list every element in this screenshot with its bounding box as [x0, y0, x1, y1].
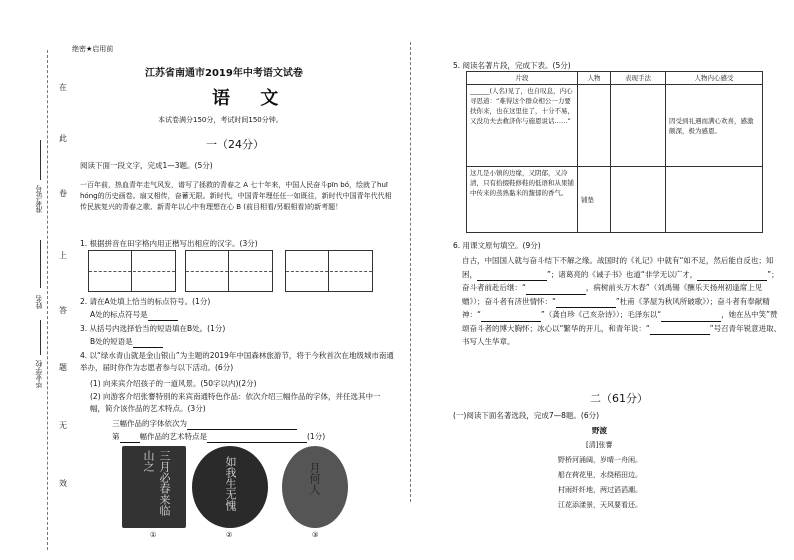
name-label: 姓名: [35, 295, 43, 309]
question-6: 6. 用课文原句填空。(9分): [453, 241, 541, 250]
confidential-mark: 绝密★启用前: [72, 45, 114, 53]
q6-segment: ，病树前头万木春”（刘禹锡《酬乐天扬州初逢席上见赠》）；奋斗者有济世情怀：“: [462, 283, 763, 306]
table-cell: ______(人名)见了，也自叹息，内心寻思道：“难得这个群众相公一力要扶你来，也在这里住了，十分不易，又没功夫去救济你与施恩说话……”: [467, 85, 578, 167]
poem-line: 野桥河涌阔，岁晴一舟闲。: [558, 456, 642, 464]
poem-title: 野渡: [592, 426, 607, 435]
table-cell: 铺垫: [578, 167, 611, 233]
calligraphy-image-2: [192, 446, 268, 528]
question-4-2: (2) 向游客介绍张謇特别的来宾南通特色作品：依次介绍三幅作品的字体，并任选其中一幅，简介该作品的艺术特点。(3分): [90, 392, 381, 413]
writing-grid[interactable]: [185, 250, 273, 292]
question-5: 5. 阅读名著片段，完成下表。(5分): [453, 61, 571, 70]
reading-prompt: 阅读下面一段文字，完成1—3题。(5分): [80, 161, 213, 170]
q4-4-label: 第: [112, 432, 120, 441]
calligraphy-image-1: [122, 446, 186, 528]
q6-blank[interactable]: [697, 271, 767, 281]
image-2-text: 如我生无愧: [224, 456, 237, 511]
side-char: 在: [59, 83, 67, 92]
q6-segment: ，她在丛中笑”赞颂奋斗者的博大胸怀；冰心以“繁华的开儿，和青年说：“: [462, 310, 778, 333]
table-header: 人物: [578, 72, 611, 85]
table-header: 表现手法: [611, 72, 666, 85]
name-line: [40, 240, 41, 288]
side-char: 上: [59, 251, 67, 260]
question-4-1: (1) 向来宾介绍孩子的一道风景。(50字以内)(2分): [90, 379, 257, 388]
side-char: 此: [59, 134, 67, 143]
writing-grid[interactable]: [285, 250, 373, 292]
image-3-text: 月何人: [308, 462, 321, 495]
exam-number-line: [40, 140, 41, 180]
poem-line: 江花添漾景，天风要看还。: [558, 501, 642, 509]
school-line: [40, 320, 41, 355]
table-header: 人物内心感受: [666, 72, 763, 85]
q4-feature-blank[interactable]: [207, 433, 307, 443]
q6-blank[interactable]: [526, 285, 586, 295]
q6-segment: ”；奋斗者前赴后继：“: [462, 269, 779, 292]
poem-line: 船在荷花里，水绕稻田边。: [558, 471, 642, 479]
question-4: 4. 以“绿水青山就是金山银山”为主题的2019年中国森林旅游节，将于今秋首次在地级城市南通举办，届时你作为志愿者参与以下活动。(6分): [80, 351, 394, 372]
q3-answer-blank[interactable]: [133, 338, 163, 348]
writing-grid[interactable]: [88, 250, 176, 292]
image-1-text: 三月必春来临山之: [142, 450, 171, 516]
side-char: 效: [59, 479, 67, 488]
table-cell: 因受到礼遇而满心欢喜，感激颇深，极为感恩。: [666, 85, 763, 167]
q6-blank[interactable]: [556, 298, 616, 308]
reading-table: [466, 71, 763, 233]
side-char: 题: [59, 363, 67, 372]
question-7-prompt: (一)阅读下面名著选段，完成7—8题。(6分): [453, 411, 600, 420]
q6-blank[interactable]: [650, 325, 710, 335]
question-4-3: [112, 418, 297, 430]
subject-title: 语 文: [212, 88, 291, 109]
image-label-3: ③: [312, 531, 319, 539]
image-label-1: ①: [150, 531, 157, 539]
q6-segment: ”杜甫《茅屋为秋风所破歌》）；奋斗者有奉献精神：“: [462, 296, 770, 319]
question-3-answer: [90, 336, 163, 348]
exam-title: 江苏省南通市2019年中考语文试卷: [145, 68, 303, 79]
q3-answer-label: B处的短语是: [90, 337, 133, 346]
side-char: 卷: [59, 189, 67, 198]
table-cell-blank[interactable]: [611, 85, 666, 167]
q2-answer-blank[interactable]: [148, 311, 178, 321]
q6-segment: ”（龚自珍《己亥杂诗》）；毛泽东以“: [540, 310, 662, 319]
side-char: 无: [59, 421, 67, 430]
q6-blank[interactable]: [481, 312, 541, 322]
table-header: 片段: [467, 72, 578, 85]
q6-segment: ”号召青年锐意进取、书写人生华章。: [462, 323, 782, 346]
question-2: 2. 请在A处填上恰当的标点符号。(1分): [80, 297, 211, 306]
poem-author: [清]张謇: [586, 441, 613, 449]
question-1: 1. 根据拼音在田字格内用正楷写出相应的汉字。(3分): [80, 239, 258, 248]
section1-title: 一（24分）: [206, 138, 264, 151]
school-label: 毕业学校: [35, 360, 43, 388]
table-cell: 这几是小镇的边缘，又阴郁，又冷清，只有拾掇鞋修鞋的低语和从果铺中传来的蒸熟黏米的馥郁的香气。: [467, 167, 578, 233]
calligraphy-image-3: [282, 446, 348, 528]
table-cell-blank[interactable]: [578, 85, 611, 167]
q6-blank[interactable]: [477, 271, 547, 281]
image-label-2: ②: [226, 531, 233, 539]
poem-line: 村雨纤纤地，两过滔滔潮。: [558, 486, 642, 494]
question-4-4: [112, 431, 325, 443]
question-2-answer: [90, 309, 178, 321]
question-3: 3. 从括号内选择恰当的短语填在B处。(1分): [80, 324, 226, 333]
table-cell-blank[interactable]: [666, 167, 763, 233]
q6-blank[interactable]: [661, 312, 721, 322]
q4-number-blank[interactable]: [120, 433, 140, 443]
fold-line-outer: [47, 50, 48, 550]
q6-segment: 自古，中国国人就与奋斗结下不解之缘。战国时的《礼记》中就有“如不足，然后能自反也；知困，: [462, 256, 774, 279]
table-cell-blank[interactable]: [611, 167, 666, 233]
q6-segment: ”；诸葛亮的《诫子书》也道“非学无以广才，: [547, 269, 698, 279]
center-divider: [410, 42, 411, 502]
q4-3-label: 三幅作品的字体依次为: [112, 419, 187, 428]
side-char: 答: [59, 306, 67, 315]
q4-score: (1分): [307, 432, 326, 441]
q4-5-label: 幅作品的艺术特点是: [139, 432, 207, 441]
question-6-text: [462, 254, 782, 349]
q2-answer-label: A处的标点符号是: [90, 310, 148, 319]
instructions: 本试卷满分150分，考试时间150分钟。: [158, 116, 283, 124]
exam-number-label: 准考证号: [35, 185, 43, 213]
passage: 一百年前，热血青年走气风发，谱写了拯救的青春之 A 七十年来，中国人民奋斗pīn bó，绘就了huī hóng的历史画卷。扇又相传，奋蓄无限。新时代，中国青年理任任一如既往，新时代中国青年代代相传民族复兴的青春之歌、新青年以心中有理想在心 B (前目相看/另眼相看)的新考题！: [80, 181, 392, 211]
q4-font-blank[interactable]: [187, 420, 297, 430]
section2-title: 二（61分）: [590, 392, 648, 405]
